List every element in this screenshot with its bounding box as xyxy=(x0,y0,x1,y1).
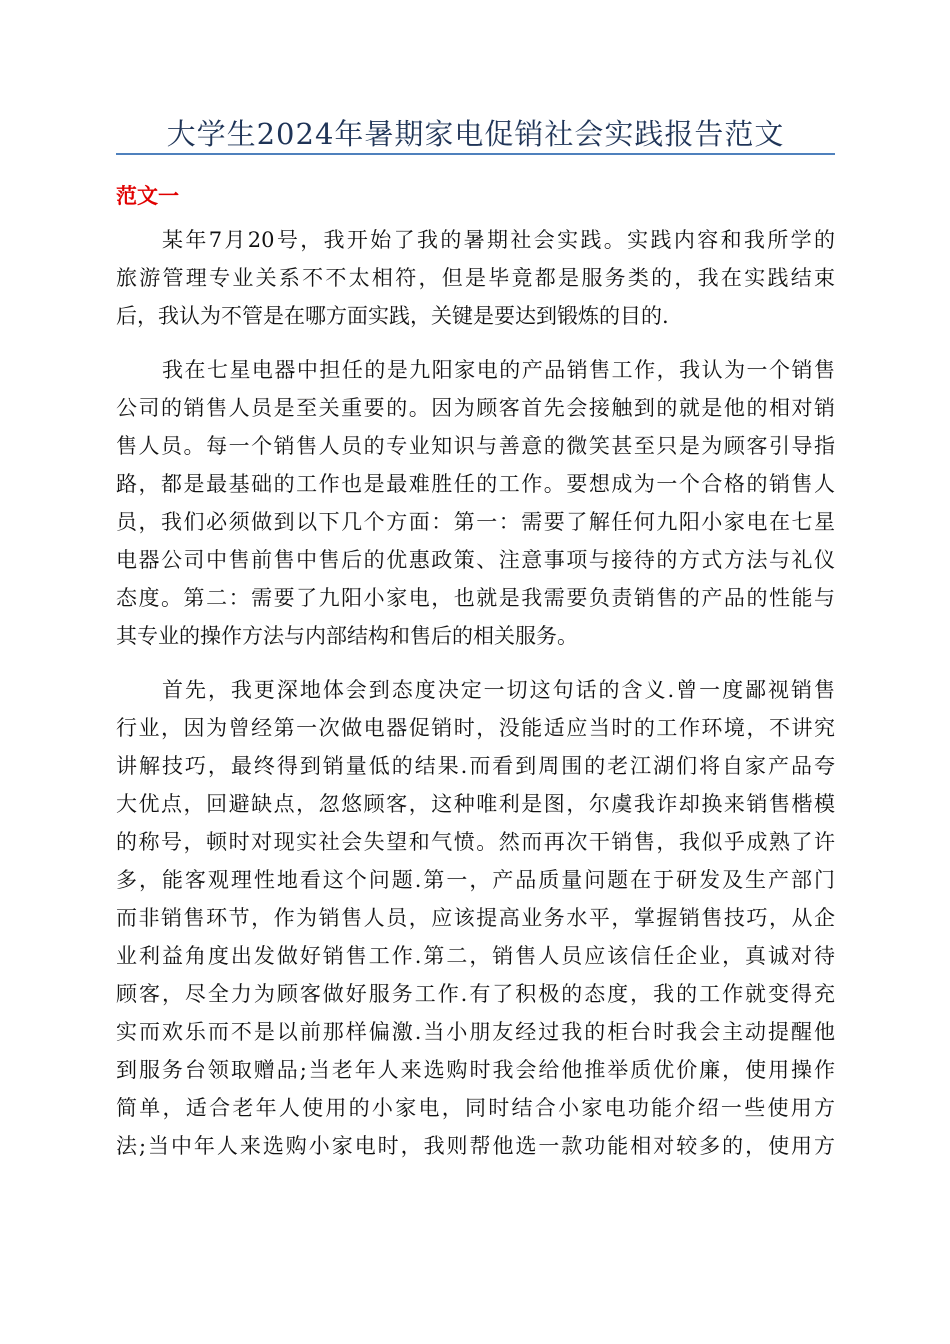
paragraph-2-line: 员，我们必须做到以下几个方面：第一：需要了解任何九阳小家电在七星 xyxy=(116,510,835,534)
paragraph-3-line: 的称号，顿时对现实社会失望和气愤。然而再次干销售，我似乎成熟了许 xyxy=(116,830,835,854)
paragraph-3-line: 实而欢乐而不是以前那样偏激.当小朋友经过我的柜台时我会主动提醒他 xyxy=(116,1020,835,1044)
paragraph-3-line: 讲解技巧，最终得到销量低的结果.而看到周围的老江湖们将自家产品夸 xyxy=(116,754,835,778)
paragraph-2-line: 态度。第二：需要了九阳小家电，也就是我需要负责销售的产品的性能与 xyxy=(116,586,835,610)
title-underline xyxy=(116,153,835,155)
paragraph-3-line: 顾客，尽全力为顾客做好服务工作.有了积极的态度，我的工作就变得充 xyxy=(116,982,835,1006)
paragraph-2-line: 其专业的操作方法与内部结构和售后的相关服务。 xyxy=(116,624,578,648)
paragraph-2-line: 我在七星电器中担任的是九阳家电的产品销售工作，我认为一个销售 xyxy=(162,358,835,382)
paragraph-2-line: 路，都是最基础的工作也是最难胜任的工作。要想成为一个合格的销售人 xyxy=(116,472,835,496)
paragraph-3-line: 简单，适合老年人使用的小家电，同时结合小家电功能介绍一些使用方 xyxy=(116,1096,835,1120)
paragraph-2-line: 电器公司中售前售中售后的优惠政策、注意事项与接待的方式方法与礼仪 xyxy=(116,548,835,572)
paragraph-2-line: 售人员。每一个销售人员的专业知识与善意的微笑甚至只是为顾客引导指 xyxy=(116,434,835,458)
paragraph-2-line: 公司的销售人员是至关重要的。因为顾客首先会接触到的就是他的相对销 xyxy=(116,396,835,420)
paragraph-3-line: 行业，因为曾经第一次做电器促销时，没能适应当时的工作环境，不讲究 xyxy=(116,716,835,740)
paragraph-3-line: 大优点，回避缺点，忽悠顾客，这种唯利是图，尔虞我诈却换来销售楷模 xyxy=(116,792,835,816)
paragraph-3-line: 多，能客观理性地看这个问题.第一，产品质量问题在于研发及生产部门 xyxy=(116,868,835,892)
paragraph-3-line: 而非销售环节，作为销售人员，应该提高业务水平，掌握销售技巧，从企 xyxy=(116,906,835,930)
section-heading: 范文一 xyxy=(116,184,179,208)
paragraph-3-line: 到服务台领取赠品;当老年人来选购时我会给他推举质优价廉，使用操作 xyxy=(116,1058,835,1082)
paragraph-3-line: 业利益角度出发做好销售工作.第二，销售人员应该信任企业，真诚对待 xyxy=(116,944,835,968)
paragraph-3-line: 法;当中年人来选购小家电时，我则帮他选一款功能相对较多的，使用方 xyxy=(116,1134,835,1158)
paragraph-1-line: 后，我认为不管是在哪方面实践，关键是要达到锻炼的目的. xyxy=(116,304,669,328)
paragraph-1-line: 旅游管理专业关系不不太相符，但是毕竟都是服务类的，我在实践结束 xyxy=(116,266,835,290)
paragraph-1-line: 某年7月20号，我开始了我的暑期社会实践。实践内容和我所学的 xyxy=(162,228,835,252)
paragraph-3-line: 首先，我更深地体会到态度决定一切这句话的含义.曾一度鄙视销售 xyxy=(162,678,835,702)
document-title: 大学生2024年暑期家电促销社会实践报告范文 xyxy=(166,117,785,151)
